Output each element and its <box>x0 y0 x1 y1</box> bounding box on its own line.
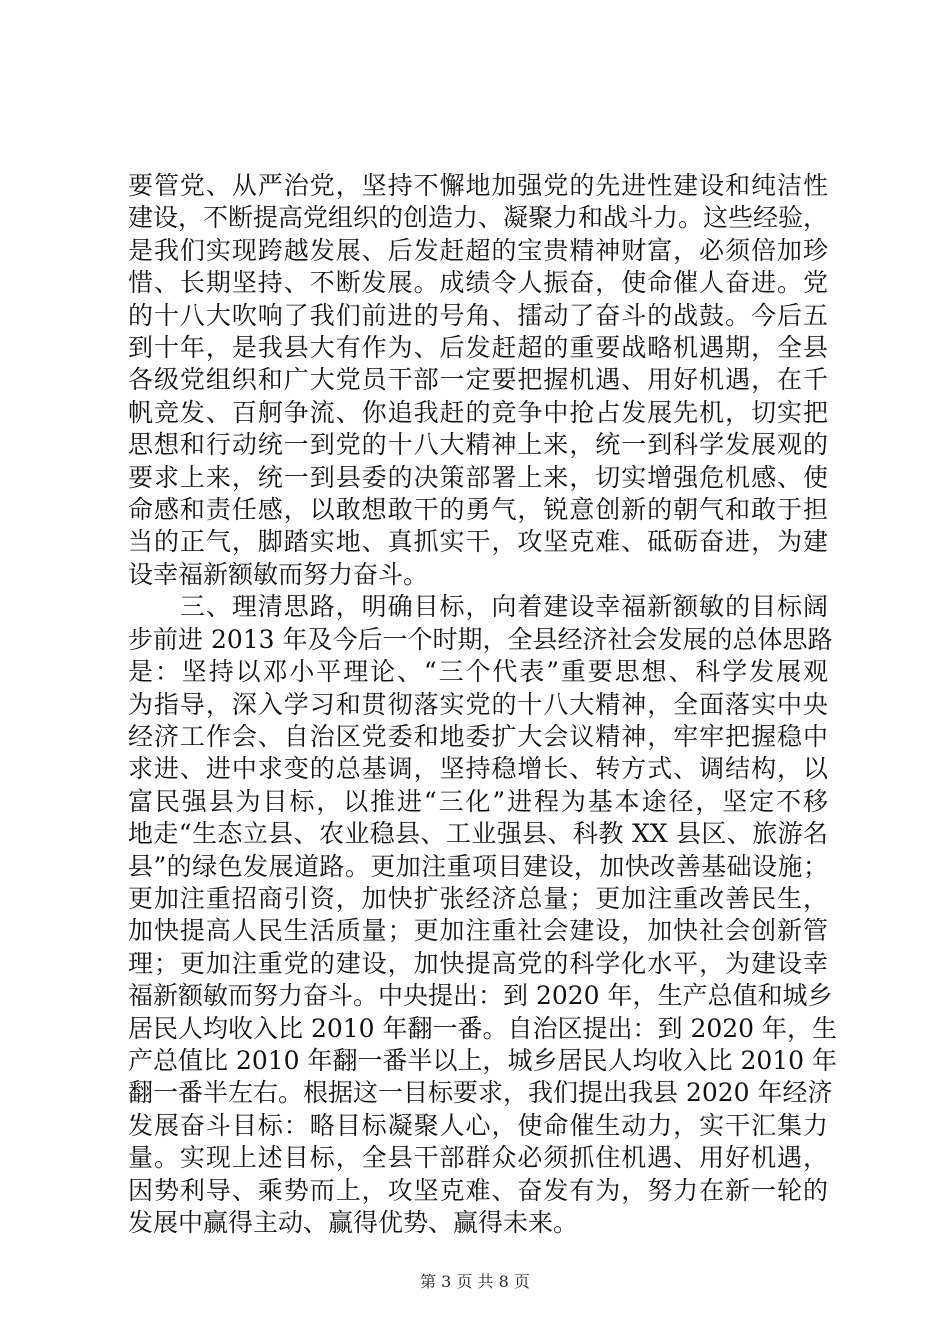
text-line: 翻一番半左右。根据这一目标要求，我们提出我县 2020 年经济 <box>128 1078 833 1108</box>
text-line: 当的正气，脚踏实地、真抓实干，攻坚克难、砥砺奋进，为建 <box>128 527 828 557</box>
text-line: 加快提高人民生活质量；更加注重社会建设，加快社会创新管 <box>128 916 828 946</box>
section-heading-line: 三、理清思路，明确目标，向着建设幸福新额敏的目标阔 <box>128 592 828 622</box>
text-line: 各级党组织和广大党员干部一定要把握机遇、用好机遇，在千 <box>128 365 828 395</box>
text-line: 求进、进中求变的总基调，坚持稳增长、转方式、调结构，以 <box>128 754 828 784</box>
paragraph-end-line: 设幸福新额敏而努力奋斗。 <box>128 559 429 589</box>
text-line: 为指导，深入学习和贯彻落实党的十八大精神，全面落实中央 <box>128 689 828 719</box>
text-line: 量。实现上述目标，全县干部群众必须抓住机遇、用好机遇， <box>128 1143 828 1173</box>
text-line: 福新额敏而努力奋斗。中央提出：到 2020 年，生产总值和城乡 <box>128 981 833 1011</box>
text-line: 的十八大吹响了我们前进的号角、擂动了奋斗的战鼓。今后五 <box>128 300 828 330</box>
text-line: 地走“生态立县、农业稳县、工业强县、科教 XX 县区、旅游名 <box>128 819 828 849</box>
text-line: 帆竞发、百舸争流、你追我赶的竞争中抢占发展先机，切实把 <box>128 397 828 427</box>
text-line: 要求上来，统一到县委的决策部署上来，切实增强危机感、使 <box>128 462 828 492</box>
page-number-footer: 第 3 页 共 8 页 <box>420 1272 530 1291</box>
body-text <box>128 170 838 1239</box>
text-line: 县”的绿色发展道路。更加注重项目建设，加快改善基础设施； <box>128 851 828 881</box>
text-line: 因势利导、乘势而上，攻坚克难、奋发有为，努力在新一轮的 <box>128 1175 828 1205</box>
text-line: 建设，不断提高党组织的创造力、凝聚力和战斗力。这些经验， <box>128 203 829 233</box>
text-line: 理；更加注重党的建设，加快提高党的科学化水平，为建设幸 <box>128 948 828 978</box>
text-line: 惜、长期坚持、不断发展。成绩令人振奋，使命催人奋进。党 <box>128 268 828 298</box>
text-line: 命感和责任感，以敢想敢干的勇气，锐意创新的朝气和敢于担 <box>128 495 828 525</box>
text-line: 步前进 2013 年及今后一个时期，全县经济社会发展的总体思路 <box>128 624 833 654</box>
text-line: 是：坚持以邓小平理论、“三个代表”重要思想、科学发展观 <box>128 657 828 687</box>
text-line: 是我们实现跨越发展、后发赶超的宝贵精神财富，必须倍加珍 <box>128 235 828 265</box>
text-line: 到十年，是我县大有作为、后发赶超的重要战略机遇期，全县 <box>128 333 828 363</box>
paragraph-end-line: 发展中赢得主动、赢得优势、赢得未来。 <box>128 1208 579 1237</box>
text-line: 产总值比 2010 年翻一番半以上，城乡居民人均收入比 2010 年 <box>128 1045 838 1075</box>
text-line: 更加注重招商引资，加快扩张经济总量；更加注重改善民生， <box>128 883 828 913</box>
text-line: 经济工作会、自治区党委和地委扩大会议精神，牢牢把握稳中 <box>128 721 828 751</box>
text-line: 思想和行动统一到党的十八大精神上来，统一到科学发展观的 <box>128 430 828 460</box>
text-line: 居民人均收入比 2010 年翻一番。自治区提出：到 2020 年，生 <box>128 1013 838 1043</box>
text-line: 发展奋斗目标：略目标凝聚人心，使命催生动力，实干汇集力 <box>128 1110 828 1140</box>
text-line: 富民强县为目标，以推进“三化”进程为基本途径，坚定不移 <box>128 786 828 816</box>
text-line: 要管党、从严治党，坚持不懈地加强党的先进性建设和纯洁性 <box>128 171 828 200</box>
